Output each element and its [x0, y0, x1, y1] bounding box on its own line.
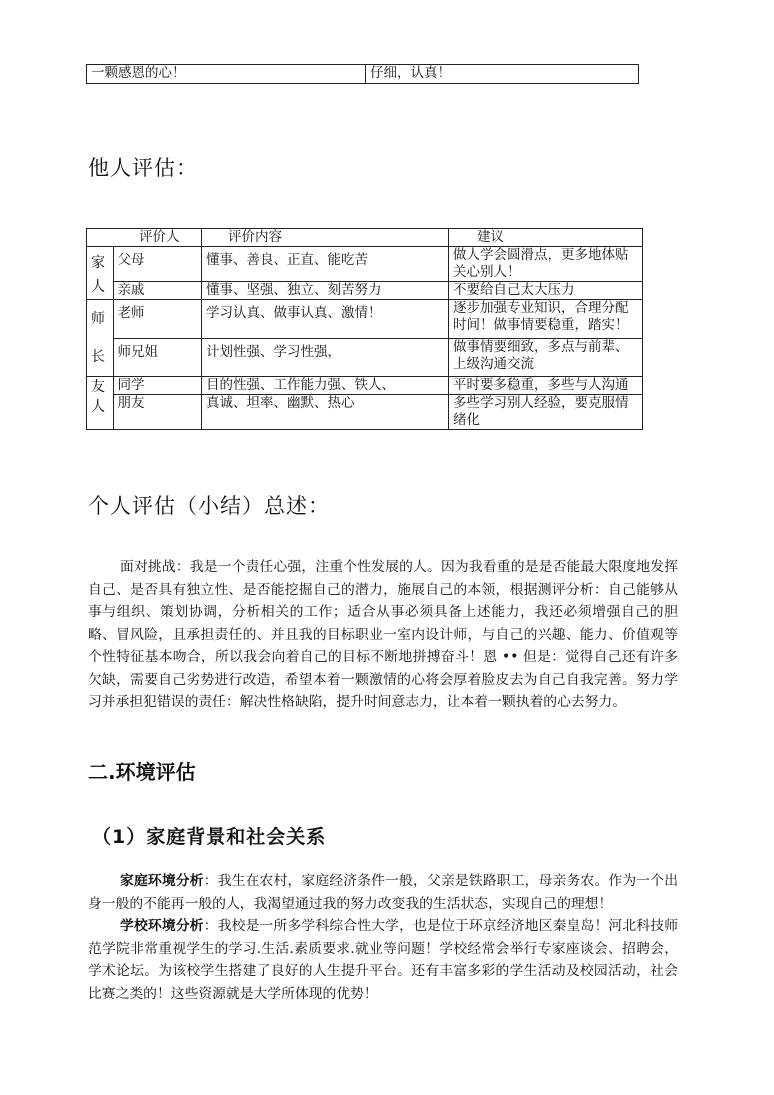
content-cell: 计划性强、学习性强，: [202, 338, 449, 377]
env-sub-heading: （1）家庭背景和社会关系: [92, 826, 327, 848]
summary-text: 面对挑战：我是一个责任心强，注重个性发展的人。因为我看重的是是否能最大限度地发挥自己、是否具有独立性、是否能挖掘自己的潜力，施展自己的本领，根据测评分析：自己能够从事与组织、策划协调，分析相关的工作；适合从事必须具备上述能力，我还必须增强自己的胆略、冒风险，且承担责任的、并且我的目标职业一室内设计师，与自己的兴趣、能力、价值观等个性特征基本吻合，所以我会向着自己的目标不断地拼搏奋斗！恩 •• 但是：觉得自己还有许多欠缺，需要自己劣势进行改造，希望本着一颗激情的心将会厚着脸皮去为自己自我完善。努力学习并承担犯错误的责任：解决性格缺陷，提升时间意志力，让本着一颗执着的心去努力。: [88, 559, 678, 710]
family-paragraph: [88, 870, 678, 915]
group-label-family: 家人: [87, 247, 114, 300]
evaluator-cell: 老师: [113, 300, 202, 339]
table-row: [87, 300, 643, 339]
summary-paragraph: [88, 556, 678, 714]
advice-cell: 多些学习别人经验，要克服情绪化: [449, 395, 643, 430]
family-label: 家庭环境分析: [120, 873, 204, 889]
evaluator-cell: 父母: [113, 247, 202, 282]
content-cell: 懂事、坚强、独立、刻苦努力: [202, 282, 449, 300]
header-evaluator: 评价人: [113, 229, 202, 247]
evaluator-cell: 同学: [113, 377, 202, 395]
advice-cell: 不要给自己太大压力: [449, 282, 643, 300]
school-text: ：我校是一所多学科综合性大学，也是位于环京经济地区秦皇岛！河北科技师范学院非常重视学生的学习.生活.素质要求.就业等问题！学校经常会举行专家座谈会、招聘会，学术论坛。为该校学生搭建了良好的人生提升平台。还有丰富多彩的学生活动及校园活动，社会比赛之类的！这些资源就是大学所体现的优势！: [88, 918, 679, 1002]
table-header-row: [87, 229, 643, 247]
table-cell: 仔细，认真！: [366, 65, 639, 84]
group-label-friends: 友人: [87, 377, 114, 430]
content-cell: 学习认真、做事认真、激情！: [202, 300, 449, 339]
others-eval-heading: 他人评估：: [88, 156, 198, 180]
content-cell: 真诚、坦率、幽默、热心: [202, 395, 449, 430]
top-table: [86, 64, 639, 84]
evaluator-cell: 亲戚: [113, 282, 202, 300]
header-advice: 建议: [449, 229, 643, 247]
table-row: [87, 338, 643, 377]
table-row: [87, 395, 643, 430]
summary-heading: 个人评估（小结）总述：: [88, 494, 330, 518]
env-heading: 二.环境评估: [88, 760, 196, 784]
evaluator-cell: 朋友: [113, 395, 202, 430]
group-label-teachers: 师长: [87, 300, 114, 377]
school-paragraph: [88, 915, 678, 1005]
table-row: [87, 282, 643, 300]
content-cell: 目的性强、工作能力强、铁人、: [202, 377, 449, 395]
school-label: 学校环境分析: [120, 918, 204, 934]
table-row: [87, 65, 639, 84]
group-header-cell: [87, 229, 114, 247]
content-cell: 懂事、善良、正直、能吃苦: [202, 247, 449, 282]
family-text: ：我生在农村，家庭经济条件一般，父亲是铁路职工，母亲务农。作为一个出身一般的不能再一般的人，我渴望通过我的努力改变我的生活状态，实现自己的理想！: [88, 873, 679, 912]
table-row: [87, 247, 643, 282]
header-content: 评价内容: [202, 229, 449, 247]
advice-cell: 平时要多稳重，多些与人沟通: [449, 377, 643, 395]
evaluator-cell: 师兄姐: [113, 338, 202, 377]
others-eval-table: [86, 228, 643, 430]
advice-cell: 做事情要细致，多点与前辈、上级沟通交流: [449, 338, 643, 377]
table-row: [87, 377, 643, 395]
advice-cell: 逐步加强专业知识，合理分配时间！做事情要稳重，踏实！: [449, 300, 643, 339]
advice-cell: 做人学会圆滑点，更多地体贴关心别人！: [449, 247, 643, 282]
table-cell: 一颗感恩的心！: [87, 65, 366, 84]
